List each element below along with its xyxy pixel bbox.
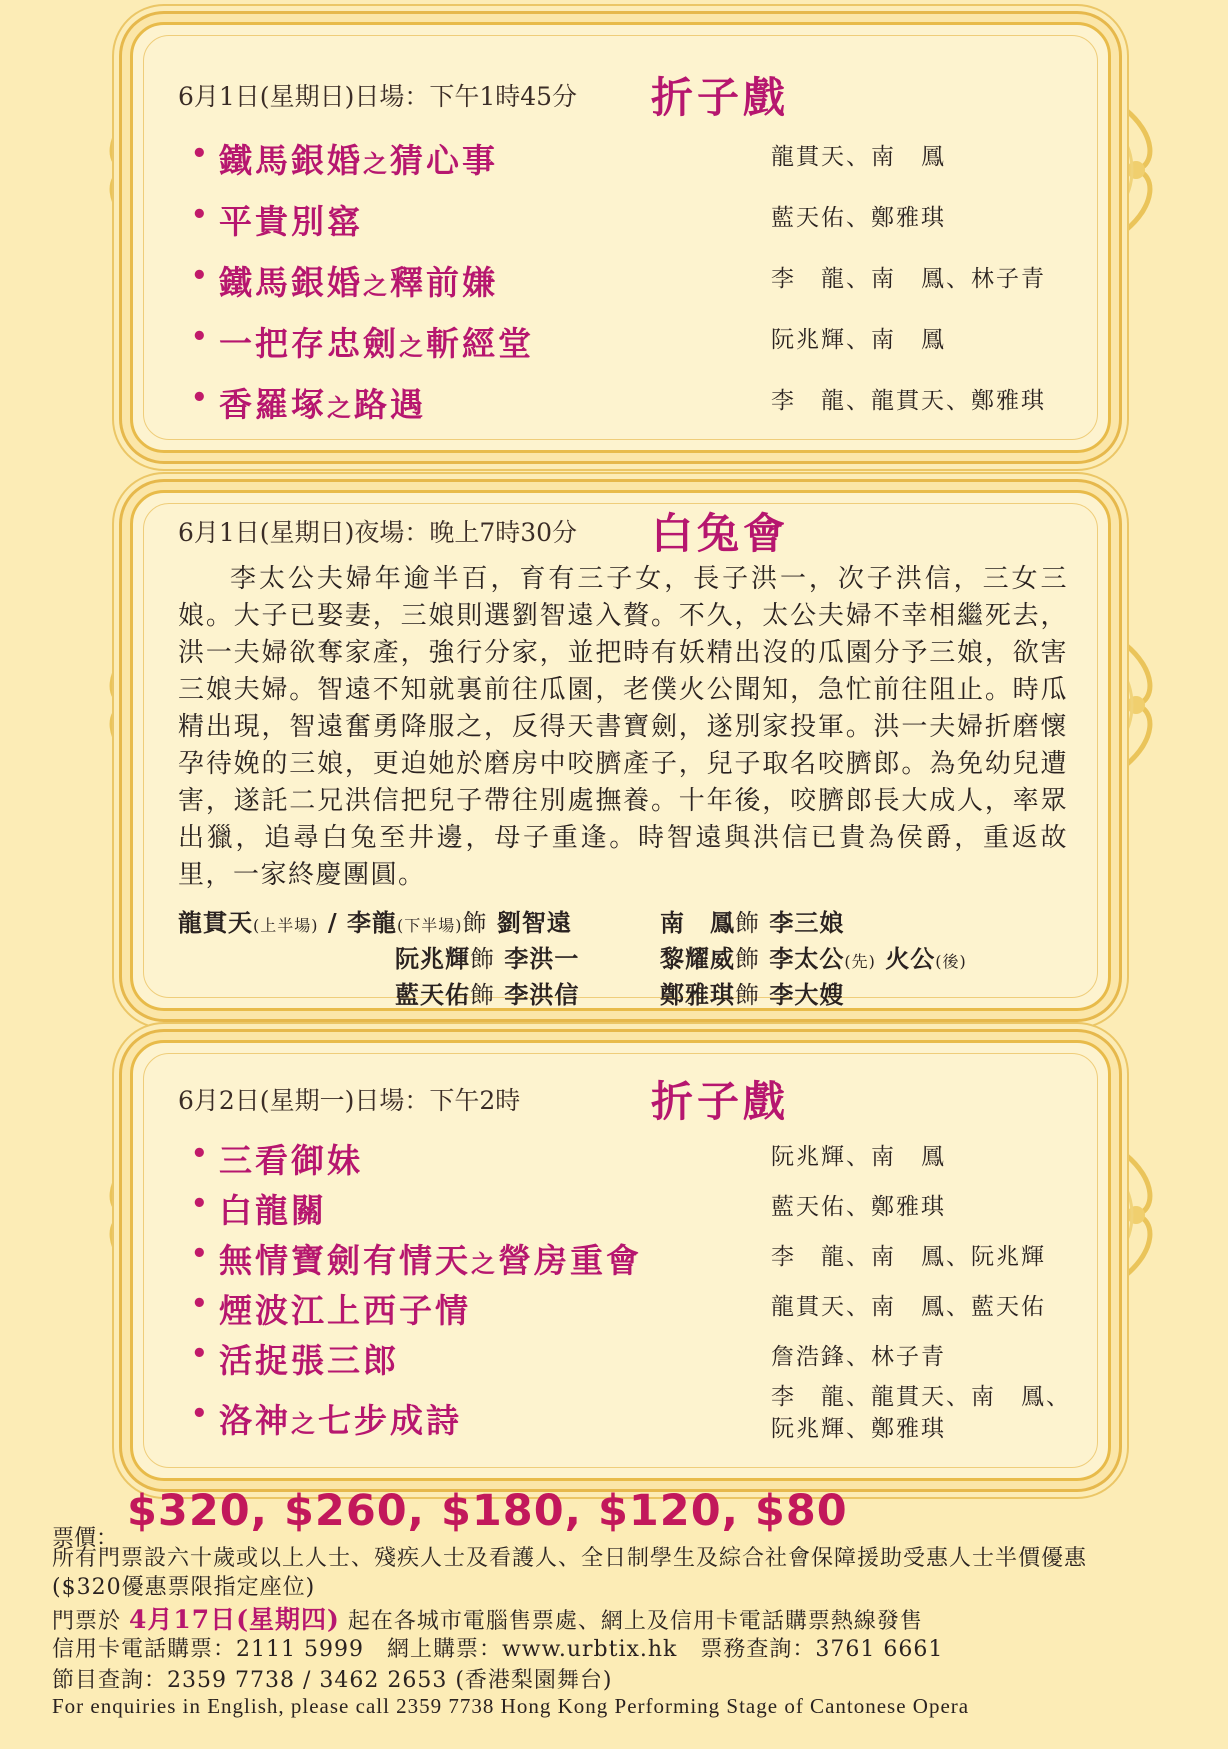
enquiry-contacts: 節目查詢：2359 7738 / 3462 2653 (香港梨園舞台) [52,1668,613,1693]
item-name: 鐵馬銀婚之釋前嫌 [219,263,498,302]
item-cast: 藍天佑、鄭雅琪 [771,205,946,231]
program-title: 白兔會 [651,509,790,558]
bullet-icon: • [191,1289,208,1319]
bullet-icon: • [191,383,208,413]
ticket-prices: $320, $260, $180, $120, $80 [127,1486,848,1536]
program-title: 折子戲 [651,73,790,122]
sale-info: 門票於 4月17日(星期四) 起在各城市電腦售票處、網上及信用卡電話購票熱線發售 [52,1605,923,1634]
item-name: 白龍關 [219,1191,327,1230]
cast-role-li-taigong: 黎耀威飾 李太公(先) 火公(後) [660,944,967,973]
cast-role-li-sanniang: 南 鳳飾 李三娘 [660,908,845,937]
item-name: 鐵馬銀婚之猜心事 [219,141,498,180]
list-item [191,135,1096,180]
item-cast: 龍貫天、南 鳳、藍天佑 [771,1294,1046,1320]
bullet-icon: • [191,200,208,230]
item-name: 洛神之七步成詩 [219,1401,462,1440]
item-name: 煙波江上西子情 [219,1291,471,1330]
item-name: 香羅塚之路遇 [219,385,426,424]
item-cast: 龍貫天、南 鳳 [771,144,946,170]
sale-date: 4月17日(星期四) [129,1605,340,1634]
item-cast: 藍天佑、鄭雅琪 [771,1194,946,1220]
item-cast: 阮兆輝、南 鳳 [771,327,946,353]
program-header: 6月1日(星期日)日場：下午1時45分 [178,82,578,111]
cast-role-li-hongxin: 藍天佑飾 李洪信 [395,980,580,1009]
synopsis-text: 李太公夫婦年逾半百，育有三子女，長子洪一，次子洪信，三女三娘。大子已娶妻，三娘則選劉智遠入贅。不久，太公夫婦不幸相繼死去，洪一夫婦欲奪家產，強行分家，並把時有妖精出沒的瓜園分予三娘，欲害三娘夫婦。智遠不知就裏前往瓜園，老僕火公聞知，急忙前往阻止。時瓜精出現，智遠奮勇降服之，反得天書寶劍，遂別家投軍。洪一夫婦折磨懷孕待娩的三娘，更迫她於磨房中咬臍產子，兒子取名咬臍郎。為免幼兒遭害，遂託二兄洪信把兒子帶往別處撫養。十年後，咬臍郎長大成人，率眾出獵，追尋白兔至井邊，母子重逢。時智遠與洪信已貴為侯爵，重返故里，一家終慶團圓。 [178,564,1068,890]
bullet-icon: • [191,1189,208,1219]
item-name: 平貴別窰 [219,202,363,241]
cast-role-li-dasao: 鄭雅琪飾 李大嫂 [660,980,845,1009]
bullet-icon: • [191,1139,208,1169]
item-cast: 李 龍、龍貫天、鄭雅琪 [771,388,1046,414]
item-cast: 李 龍、南 鳳、林子青 [771,266,1046,292]
list-item [191,1335,1096,1380]
item-name: 一把存忠劍之斬經堂 [219,324,534,363]
list-item [191,1135,1096,1180]
item-cast: 李 龍、龍貫天、南 鳳、 阮兆輝、鄭雅琪 [771,1384,1071,1442]
bullet-icon: • [191,139,208,169]
booking-contacts: 信用卡電話購票：2111 5999 網上購票：www.urbtix.hk 票務查詢：3761 6661 [52,1637,944,1662]
item-cast: 詹浩鋒、林子青 [771,1344,946,1370]
cast-role-li-hongyi: 阮兆輝飾 李洪一 [395,944,580,973]
bullet-icon: • [191,1239,208,1269]
bullet-icon: • [191,1399,208,1429]
item-cast: 阮兆輝、南 鳳 [771,1144,946,1170]
program-header: 6月1日(星期日)夜場：晚上7時30分 [178,518,578,547]
program-title: 折子戲 [651,1077,790,1126]
item-name: 三看御妹 [219,1141,363,1180]
bullet-icon: • [191,322,208,352]
cast-role-liu-zhiyuan: 龍貫天(上半場) / 李龍(下半場)飾 劉智遠 [178,908,572,937]
program-header: 6月2日(星期一)日場：下午2時 [178,1086,521,1115]
list-item [191,1384,1096,1457]
list-item [191,1185,1096,1230]
english-enquiry: For enquiries in English, please call 2359 7738 Hong Kong Performing Stage of Cantonese Opera [52,1694,970,1718]
bullet-icon: • [191,261,208,291]
list-item [191,1235,1096,1280]
program-panel-june2-matinee [130,1040,1111,1481]
program-panel-june1-matinee [130,22,1111,453]
bullet-icon: • [191,1339,208,1369]
price-label: 票價： [52,1526,119,1551]
right-ornament-top [1110,105,1166,235]
list-item [191,196,1096,241]
discount-note: ($320優惠票限指定座位) [52,1575,316,1600]
list-item [191,379,1096,424]
list-item [191,257,1096,302]
list-item [191,318,1096,363]
right-ornament-middle [1110,640,1166,770]
item-name: 活捉張三郎 [219,1341,399,1380]
list-item [191,1285,1096,1330]
right-ornament-bottom [1110,1150,1166,1280]
discount-text: 所有門票設六十歲或以上人士、殘疾人士及看護人、全日制學生及綜合社會保障援助受惠人士半價優惠 [52,1546,1088,1571]
item-name: 無情寶劍有情天之營房重會 [219,1241,642,1280]
item-cast: 李 龍、南 鳳、阮兆輝 [771,1244,1046,1270]
program-panel-june1-evening [130,490,1111,1011]
